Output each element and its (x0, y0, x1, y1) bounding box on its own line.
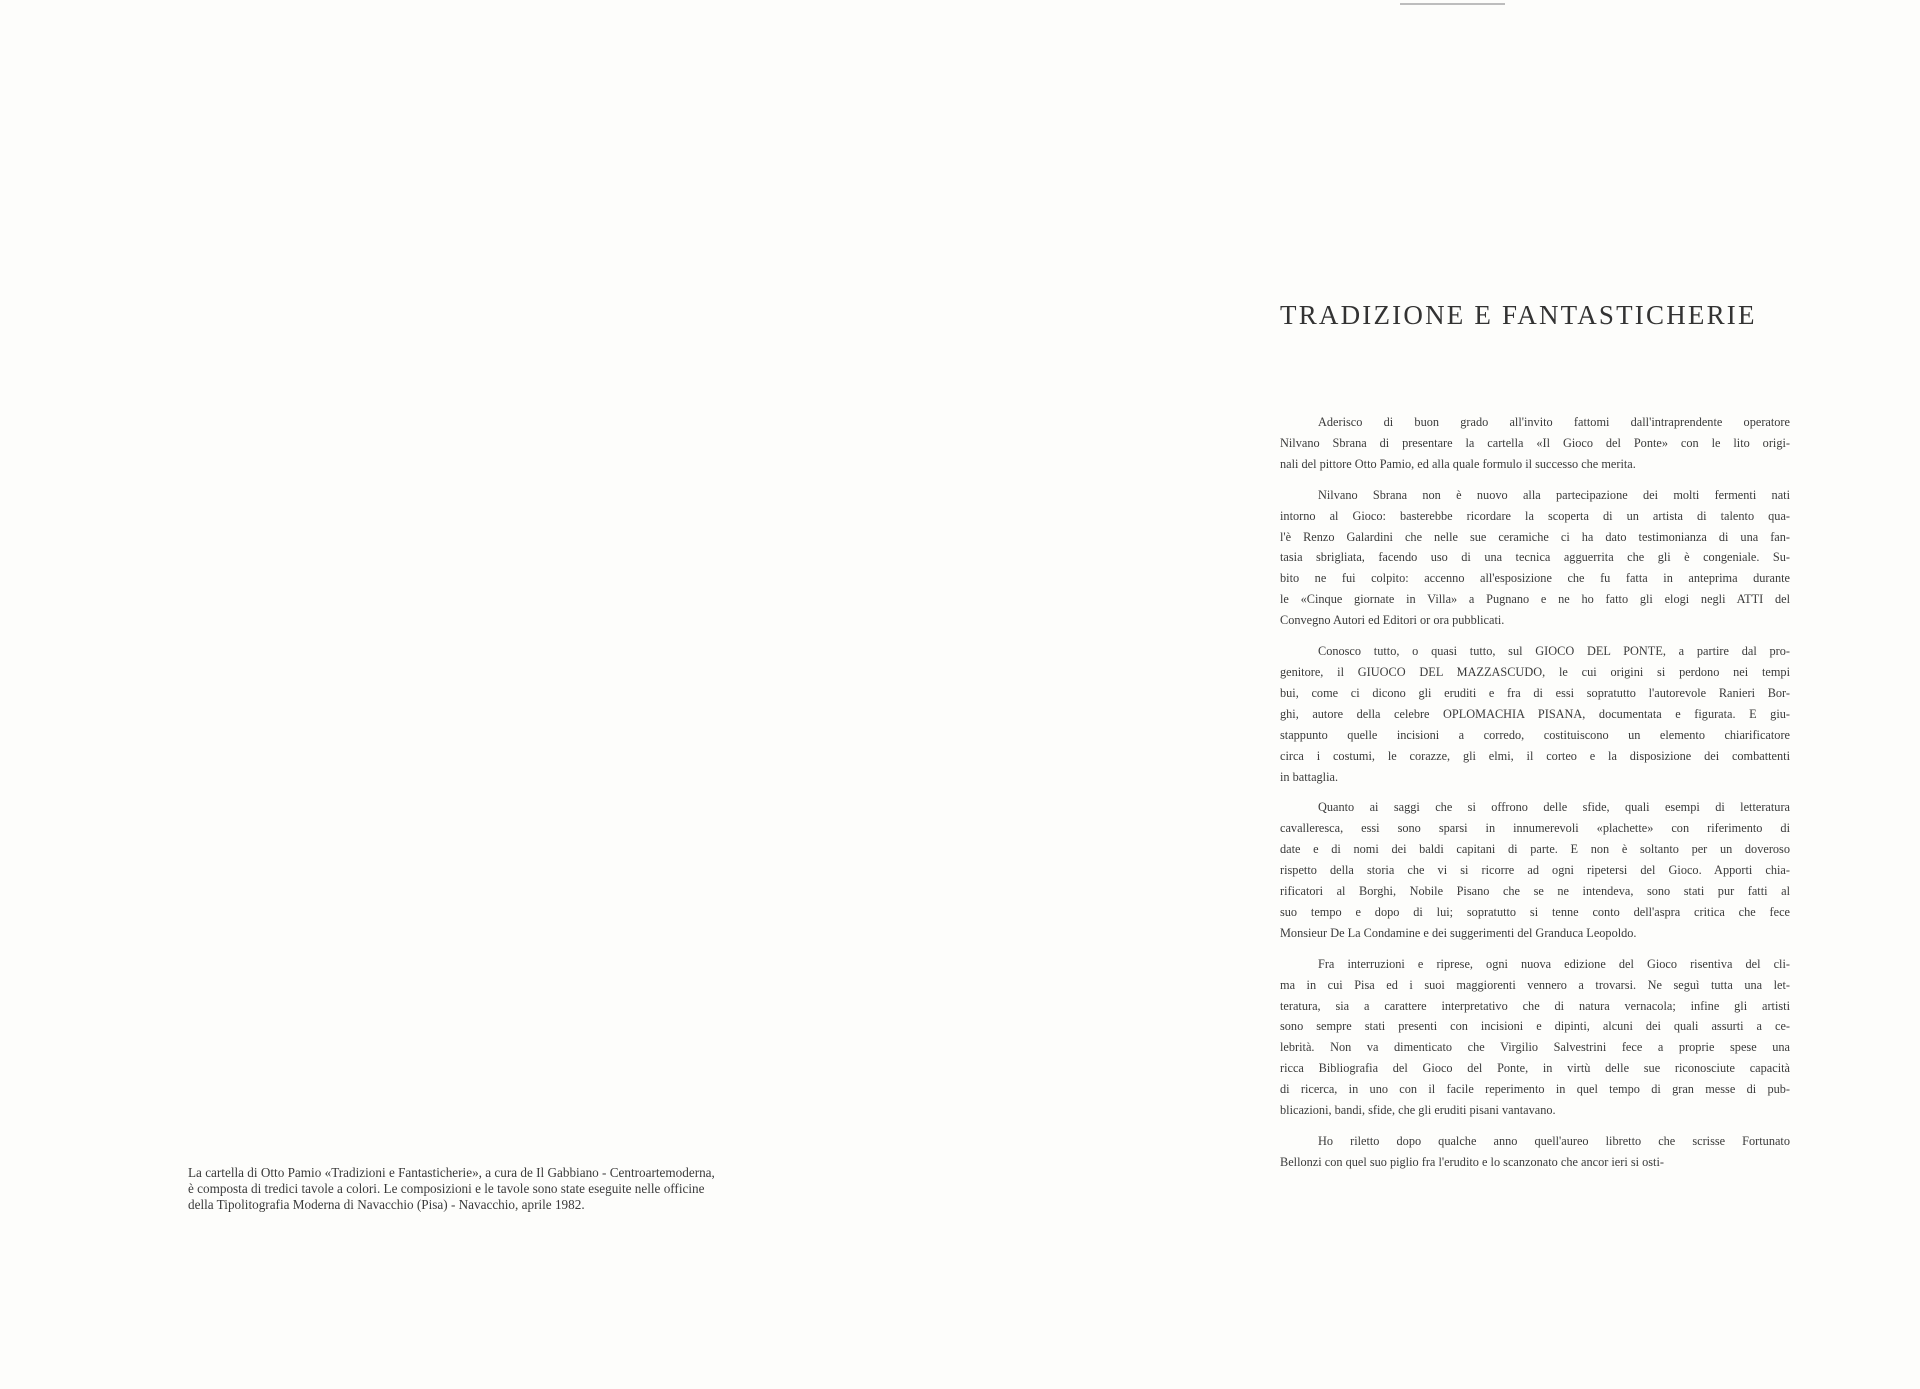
paragraph-line: bito ne fui colpito: accenno all'esposizione che fu fatta in anteprima durante (1280, 571, 1790, 586)
paragraph-line: intorno al Gioco: basterebbe ricordare la scoperta di un artista di talento qua- (1280, 508, 1790, 523)
paragraph (1280, 412, 1790, 475)
paragraph-line: Bellonzi con quel suo piglio fra l'erudito e lo scanzonato che ancor ieri si osti- (1280, 1154, 1664, 1169)
paragraph-line: rispetto della storia che vi si ricorre ad ogni ripetersi del Gioco. Apporti chia- (1280, 863, 1790, 878)
colophon (188, 1165, 828, 1213)
colophon-line: della Tipolitografia Moderna di Navacchio (Pisa) - Navacchio, aprile 1982. (188, 1197, 585, 1212)
paragraph (1280, 485, 1790, 631)
paragraph-line: Aderisco di buon grado all'invito fattomi dall'intraprendente operatore (1318, 415, 1790, 429)
paragraph-line: Nilvano Sbrana non è nuovo alla partecipazione dei molti fermenti nati (1318, 487, 1790, 502)
paragraph-line: le «Cinque giornate in Villa» a Pugnano e ne ho fatto gli elogi negli ATTI del (1280, 592, 1790, 607)
paragraph-line: nali del pittore Otto Pamio, ed alla quale formulo il successo che merita. (1280, 456, 1636, 471)
paragraph-line: di ricerca, in uno con il facile reperimento in quel tempo di gran messe di pub- (1280, 1082, 1790, 1097)
paragraph (1280, 1131, 1790, 1173)
colophon-line: La cartella di Otto Pamio «Tradizioni e Fantasticherie», a cura de Il Gabbiano - Centroartemoderna, (188, 1165, 715, 1180)
paragraph-line: blicazioni, bandi, sfide, che gli eruditi pisani vantavano. (1280, 1103, 1556, 1118)
paragraph-line: Conosco tutto, o quasi tutto, sul GIOCO DEL PONTE, a partire dal pro- (1318, 644, 1790, 659)
page-title: TRADIZIONE E FANTASTICHERIE (1280, 300, 1757, 330)
paragraph-line: suo tempo e dopo di lui; sopratutto si tenne conto dell'aspra critica che fece (1280, 904, 1790, 919)
paragraph-line: Monsieur De La Condamine e dei suggerimenti del Granduca Leopoldo. (1280, 925, 1637, 940)
paragraph (1280, 954, 1790, 1121)
paragraph-line: genitore, il GIUOCO DEL MAZZASCUDO, le cui origini si perdono nei tempi (1280, 664, 1790, 679)
paragraph-line: rificatori al Borghi, Nobile Pisano che se ne intendeva, sono stati pur fatti al (1280, 884, 1790, 899)
paragraph (1280, 641, 1790, 787)
paragraph-line: Nilvano Sbrana di presentare la cartella «Il Gioco del Ponte» con le lito origi- (1280, 435, 1790, 450)
paragraph-line: date e di nomi dei baldi capitani di parte. E non è soltanto per un doveroso (1280, 842, 1790, 857)
paragraph (1280, 797, 1790, 943)
paragraph-line: sono sempre stati presenti con incisioni e dipinti, alcuni dei quali assurti a ce- (1280, 1019, 1790, 1034)
paragraph-line: ricca Bibliografia del Gioco del Ponte, in virtù delle sue riconosciute capacità (1280, 1061, 1790, 1076)
paragraph-line: Fra interruzioni e riprese, ogni nuova edizione del Gioco risentiva del cli- (1318, 956, 1790, 971)
paragraph-line: Convegno Autori ed Editori or ora pubblicati. (1280, 613, 1505, 628)
paragraph-line: circa i costumi, le corazze, gli elmi, il corteo e la disposizione dei combattenti (1280, 748, 1790, 763)
paragraph-line: teratura, sia a carattere interpretativo che di natura vernacola; infine gli artisti (1280, 998, 1790, 1013)
paragraph-line: tasia sbrigliata, facendo uso di una tecnica agguerrita che gli è congeniale. Su- (1280, 550, 1790, 565)
paragraph-line: Quanto ai saggi che si offrono delle sfide, quali esempi di letteratura (1318, 800, 1790, 815)
paragraph-line: Ho riletto dopo qualche anno quell'aureo libretto che scrisse Fortunato (1318, 1134, 1790, 1148)
paragraph-line: ma in cui Pisa ed i suoi maggiorenti vennero a trovarsi. Ne seguì tutta una let- (1280, 977, 1790, 992)
paragraph-line: l'è Renzo Galardini che nelle sue ceramiche ci ha dato testimonianza di una fan- (1280, 529, 1790, 544)
paragraph-line: in battaglia. (1280, 769, 1339, 784)
paragraph-line: stappunto quelle incisioni a corredo, costituiscono un elemento chiarificatore (1280, 727, 1790, 742)
colophon-line: è composta di tredici tavole a colori. Le composizioni e le tavole sono state eseguite nelle officine (188, 1181, 705, 1196)
paragraph-line: lebrità. Non va dimenticato che Virgilio Salvestrini fece a proprie spese una (1280, 1040, 1790, 1055)
paragraph-line: bui, come ci dicono gli eruditi e fra di essi sopratutto l'autorevole Ranieri Bor- (1280, 685, 1790, 700)
body-text (1280, 412, 1790, 1183)
paragraph-line: ghi, autore della celebre OPLOMACHIA PISANA, documentata e figurata. E giu- (1280, 706, 1790, 721)
paragraph-line: cavalleresca, essi sono sparsi in innumerevoli «plachette» con riferimento di (1280, 821, 1790, 836)
